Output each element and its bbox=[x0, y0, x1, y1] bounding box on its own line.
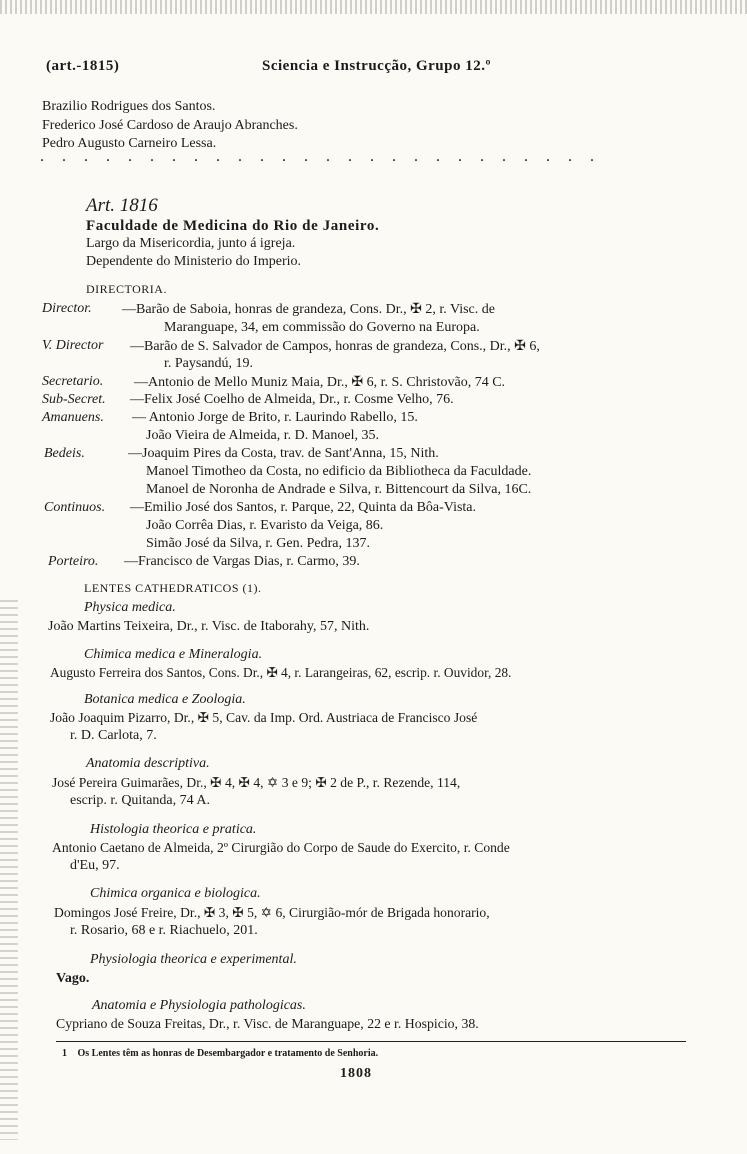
lente-subject: Botanica medica e Zoologia. bbox=[84, 692, 246, 707]
director-entry-cont: Maranguape, 34, em commissão do Governo na Europa. bbox=[164, 320, 480, 335]
lente-subject: Physica medica. bbox=[84, 600, 176, 615]
faculty-address: Largo da Misericordia, junto á igreja. bbox=[86, 236, 296, 251]
bedeis-entry: —Joaquim Pires da Costa, trav. de Sant'Anna, 15, Nith. bbox=[128, 446, 439, 461]
article-number: Art. 1816 bbox=[86, 195, 158, 216]
role-label: V. Director bbox=[42, 338, 104, 353]
lente-entry: Cypriano de Souza Freitas, Dr., r. Visc. de Maranguape, 22 e r. Hospicio, 38. bbox=[56, 1016, 479, 1031]
vdirector-entry-cont: r. Paysandú, 19. bbox=[164, 356, 254, 371]
continuos-entry-cont: Simão José da Silva, r. Gen. Pedra, 137. bbox=[146, 536, 370, 551]
section-directoria: DIRECTORIA. bbox=[86, 282, 167, 296]
lente-entry: José Pereira Guimarães, Dr., ✠ 4, ✠ 4, ✡ 3 e 9; ✠ 2 de P., r. Rezende, 114, bbox=[52, 775, 461, 790]
header-section-title: Sciencia e Instrucção, Grupo 12.º bbox=[262, 58, 491, 74]
lente-subject: Histologia theorica e pratica. bbox=[90, 822, 257, 837]
role-label: Bedeis. bbox=[44, 446, 85, 461]
lente-entry: João Martins Teixeira, Dr., r. Visc. de Itaborahy, 57, Nith. bbox=[48, 619, 370, 634]
role-label: Continuos. bbox=[44, 500, 106, 515]
lente-entry: Antonio Caetano de Almeida, 2º Cirurgião do Corpo de Saude do Exercito, r. Conde bbox=[52, 840, 510, 855]
page-number: 1808 bbox=[340, 1066, 372, 1081]
role-label: Porteiro. bbox=[48, 554, 99, 569]
lente-subject: Anatomia descriptiva. bbox=[86, 756, 210, 771]
scan-noise-left bbox=[0, 600, 18, 1140]
footnote-rule bbox=[56, 1041, 686, 1042]
porteiro-entry: —Francisco de Vargas Dias, r. Carmo, 39. bbox=[124, 554, 360, 569]
lente-entry: Vago. bbox=[56, 971, 90, 986]
role-label: Amanuens. bbox=[42, 410, 104, 425]
lente-entry: João Joaquim Pizarro, Dr., ✠ 5, Cav. da Imp. Ord. Austriaca de Francisco José bbox=[50, 710, 478, 725]
bedeis-entry-cont: Manoel de Noronha de Andrade e Silva, r. Bittencourt da Silva, 16C. bbox=[146, 482, 532, 497]
dot-leader: . . . . . . . . . . . . . . . . . . . . . . . . . . bbox=[40, 148, 601, 165]
lente-entry-cont: d'Eu, 97. bbox=[70, 858, 120, 873]
lente-subject: Chimica medica e Mineralogia. bbox=[84, 647, 263, 662]
header-article-ref: (art.-1815) bbox=[46, 58, 120, 74]
footnote-marker: 1 bbox=[62, 1048, 67, 1059]
footnote bbox=[62, 1048, 378, 1059]
name-line: Brazilio Rodrigues dos Santos. bbox=[42, 99, 216, 114]
lente-entry-cont: r. D. Carlota, 7. bbox=[70, 728, 157, 743]
lente-entry-cont: r. Rosario, 68 e r. Riachuelo, 201. bbox=[70, 923, 258, 938]
vdirector-entry: —Barão de S. Salvador de Campos, honras de grandeza, Cons., Dr., ✠ 6, bbox=[130, 339, 540, 354]
bedeis-entry-cont: Manoel Timotheo da Costa, no edificio da Bibliotheca da Faculdade. bbox=[146, 464, 532, 479]
secretario-entry: —Antonio de Mello Muniz Maia, Dr., ✠ 6, r. S. Christovão, 74 C. bbox=[134, 375, 506, 390]
amanuens-entry: — Antonio Jorge de Brito, r. Laurindo Rabello, 15. bbox=[132, 410, 418, 425]
subsecret-entry: —Felix José Coelho de Almeida, Dr., r. Cosme Velho, 76. bbox=[130, 392, 454, 407]
name-line: Frederico José Cardoso de Araujo Abranches. bbox=[42, 118, 298, 133]
lente-subject: Chimica organica e biologica. bbox=[90, 886, 261, 901]
faculty-dependency: Dependente do Ministerio do Imperio. bbox=[86, 254, 302, 269]
lente-entry: Augusto Ferreira dos Santos, Cons. Dr., ✠ 4, r. Larangeiras, 62, escrip. r. Ouvidor, 28. bbox=[50, 665, 512, 680]
director-entry: —Barão de Saboia, honras de grandeza, Cons. Dr., ✠ 2, r. Visc. de bbox=[122, 302, 495, 317]
section-lentes: LENTES CATHEDRATICOS (1). bbox=[84, 581, 262, 595]
role-label: Secretario. bbox=[42, 374, 104, 389]
lente-subject: Physiologia theorica e experimental. bbox=[90, 952, 297, 967]
continuos-entry-cont: João Corrêa Dias, r. Evaristo da Veiga, 86. bbox=[146, 518, 384, 533]
role-label: Sub-Secret. bbox=[42, 392, 106, 407]
lente-subject: Anatomia e Physiologia pathologicas. bbox=[92, 998, 306, 1013]
amanuens-entry-cont: João Vieira de Almeida, r. D. Manoel, 35. bbox=[146, 428, 379, 443]
lente-entry-cont: escrip. r. Quitanda, 74 A. bbox=[70, 793, 210, 808]
continuos-entry: —Emilio José dos Santos, r. Parque, 22, Quinta da Bôa-Vista. bbox=[130, 500, 477, 515]
scan-noise-top bbox=[0, 0, 747, 14]
lente-entry: Domingos José Freire, Dr., ✠ 3, ✠ 5, ✡ 6, Cirurgião-mór de Brigada honorario, bbox=[54, 905, 490, 920]
footnote-text: Os Lentes têm as honras de Desembargador e tratamento de Senhoria. bbox=[77, 1048, 379, 1059]
role-label: Director. bbox=[42, 301, 92, 316]
name-line: Pedro Augusto Carneiro Lessa. bbox=[42, 136, 217, 151]
faculty-title: Faculdade de Medicina do Rio de Janeiro. bbox=[86, 218, 380, 234]
